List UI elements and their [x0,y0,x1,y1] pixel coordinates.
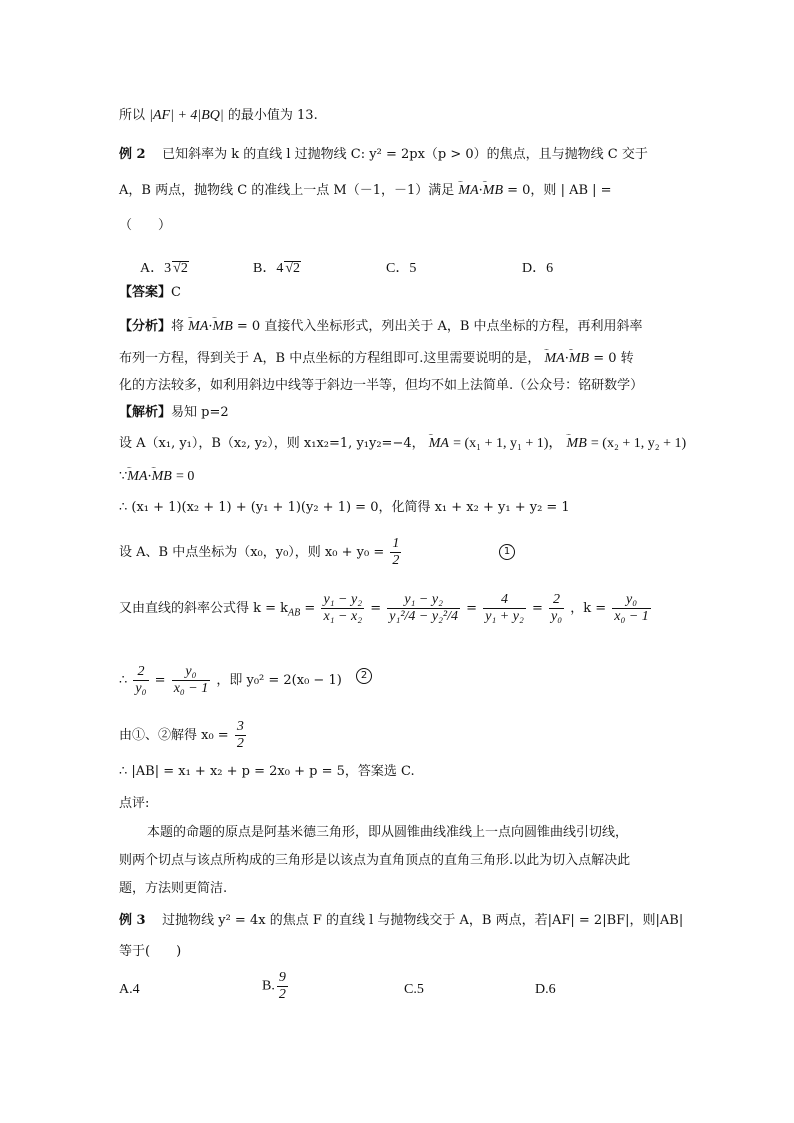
text: ，k = [570,601,607,616]
solution-line4 [119,536,403,569]
fraction [612,592,651,625]
vector-mb: ᵕᵕᵕ MB [483,182,503,200]
fraction [172,664,211,697]
comment-label: 点评: [119,796,150,811]
denominator: y₁²/4 − y₂²/4 [389,609,459,624]
ex3-option-a: A.4 [119,982,140,997]
analysis-line3: 化的方法较多，如利用斜边中线等于斜边一半等，但均不如上法简单.（公众号：铭研数学） [119,378,644,393]
denominator: x₁ − x₂ [323,609,363,624]
denominator: y₀ [135,681,147,696]
example3-line1 [119,912,683,930]
fraction [321,592,364,625]
vector-ma: ᵕᵕᵕ MA [544,350,564,368]
solution-line8: ∴ |AB| = x₁ + x₂ + p = 2x₀ + p = 5，答案选 C. [119,764,415,779]
fraction [483,592,526,625]
vector-ma: ᵕᵕᵕ MA [127,468,147,486]
numerator: 3 [236,719,244,734]
vector-ma: ᵕᵕᵕ MA [188,318,208,336]
numerator: y₀ [625,592,638,607]
denominator: 2 [278,987,286,1002]
circle-1: 1 [499,543,515,560]
problem-text: = 0，则 | AB | = [507,183,612,198]
text: 将 [171,319,185,334]
text: 又由直线的斜率公式得 k = k [119,601,289,616]
text: 设 A、B 中点坐标为（x₀，y₀），则 x₀ + y₀ = [119,545,385,560]
text: = 0 直接代入坐标形式，列出关于 A，B 中点坐标的方程，再利用斜率 [236,319,643,334]
example2-line3 [119,217,171,235]
numerator: 2 [553,592,561,607]
vector-mb: ᵕᵕᵕ MB [569,350,589,368]
sqrt-value: 2 [180,261,188,276]
answer-label: 【答案】 [119,285,172,300]
example-label: 例 2 [119,147,146,162]
example-label: 例 3 [119,913,146,928]
text: 设 A（x₁, y₁），B（x₂, y₂），则 x₁x₂=1, y₁y₂=−4， [119,436,425,451]
numerator: y₁ − y₂ [404,592,443,607]
fraction [387,592,460,625]
answer-value: C [171,285,181,300]
equals: = [304,601,316,616]
fraction [390,536,401,569]
vector-mb: ᵕᵕᵕ MB [567,435,587,453]
answer-blank: （ ） [119,218,172,233]
sqrt-value: 2 [293,261,301,276]
numerator: 9 [278,970,286,985]
denominator: y₁ + y₂ [485,609,524,624]
text: 易知 p=2 [171,405,229,420]
solution-line2: ∵ᵕᵕᵕ MA·ᵕᵕᵕ MB = 0 [119,468,194,486]
analysis-label: 【分析】 [119,319,172,334]
option-b [253,257,301,277]
option-a [140,257,189,277]
option-c: C．5 [386,261,417,276]
text: 由①、②解得 x₀ = [119,728,229,743]
solution-label: 【解析】 [119,405,172,420]
vector-mb: ᵕᵕᵕ MB [152,468,172,486]
expr: = (x₁ + 1, y₁ + 1)， [453,436,563,451]
line-min-value [119,107,318,125]
solution-line5: 又由直线的斜率公式得 $k = k_{AB}$ = $\frac{\text{y₁ − y₂}}{\text{x₁ − x₂}}$ = $\frac{\text{y₁ − y₂}}{\text{y₁²/4 − y₂²/4}}$ = $\frac{4}{\text{y₁ + y₂}}$ = $\frac{2}{\text{y₀}}$ ，k = $\frac{\text{y₀}}{\text{x₀ − 1}}$ [119,592,649,624]
solution-line0 [119,404,229,422]
numerator: 1 [392,536,400,551]
comment-line2: 则两个切点与该点所构成的三角形是以该点为直角顶点的直角三角形.以此为切入点解决此 [119,853,631,868]
solution-line6: ∴ $\frac{2}{\text{y₀}}$ = $\frac{\text{y₀}}{\text{x₀ − 1}}$ ，即 y₀² = 2(x₀ − 1) [119,664,342,696]
fraction [277,970,288,1003]
text: 的最小值为 13. [227,108,318,123]
text: ，即 y₀² = 2(x₀ − 1) [216,673,342,688]
example3-line2: 等于( ) [119,944,182,959]
denominator: 2 [236,736,244,751]
option-b-label: B. [262,978,275,994]
vector-mb: ᵕᵕᵕ MB [213,318,233,336]
subscript: AB [288,607,301,619]
fraction [235,719,246,752]
expr: |AF| + 4|BQ| [149,108,224,123]
option-a-label: A．3 [140,261,172,276]
sqrt-symbol: √2 [285,261,301,276]
text: 所以 [119,108,146,123]
problem-text: 过抛物线 y² = 4x 的焦点 F 的直线 l 与抛物线交于 A，B 两点，若|AF| = 2|BF|，则|AB| [162,913,684,928]
comment-line3: 题，方法则更简洁. [119,881,228,896]
denominator: 2 [392,553,400,568]
solution-line3: ∴ (x₁ + 1)(x₂ + 1) + (y₁ + 1)(y₂ + 1) = 0，化简得 x₁ + x₂ + y₁ + y₂ = 1 [119,500,570,515]
vector-ma: ᵕᵕᵕ MA [429,435,449,453]
sqrt-symbol: √2 [173,261,188,276]
vector-ma: ᵕᵕᵕ MA [458,182,478,200]
text: = 0 转 [593,351,634,366]
denominator: y₀ [550,609,563,624]
numerator: 4 [501,592,508,607]
example2-line2: A，B 两点，抛物线 C 的准线上一点 M（－1，－1）满足 ᵕᵕᵕ MA·ᵕᵕᵕ MB = 0，则 | AB | = [119,182,612,200]
example2-line1 [119,146,648,164]
because-symbol: ∵ [119,469,128,484]
fraction [133,664,148,697]
solution-line7 [119,719,248,752]
solution-line1 [119,435,686,453]
option-b-label: B．4 [253,261,284,276]
ex3-option-c: C.5 [404,982,424,997]
fraction [549,592,564,625]
therefore-symbol: ∴ [119,673,128,688]
circle-2: 2 [356,667,372,684]
problem-text: 已知斜率为 k 的直线 l 过抛物线 C: y² = 2px（p > 0）的焦点，且与抛物线 C 交于 [162,147,648,162]
denominator: x₀ − 1 [173,681,209,696]
ex3-option-b [262,970,290,1003]
ex3-option-d: D.6 [535,982,556,997]
denominator: x₀ − 1 [614,609,649,624]
analysis-line2: 布列一方程，得到关于 A，B 中点坐标的方程组即可.这里需要说明的是， ᵕᵕᵕ MA·ᵕᵕᵕ MB = 0 转 [119,350,634,368]
comment-line1: 本题的命题的原点是阿基米德三角形，即从圆锥曲线准线上一点向圆锥曲线引切线， [147,825,629,840]
numerator: y₀ [185,664,197,679]
text: 布列一方程，得到关于 A，B 中点坐标的方程组即可.这里需要说明的是， [119,351,541,366]
option-d: D．6 [522,261,554,276]
numerator: 2 [137,664,145,679]
problem-text: A，B 两点，抛物线 C 的准线上一点 M（－1，－1）满足 [119,183,455,198]
expr: = (x₂ + 1, y₂ + 1) [590,436,687,451]
analysis-line1: 【分析】将 ᵕᵕᵕ MA·ᵕᵕᵕ MB = 0 直接代入坐标形式，列出关于 A，B 中点坐标的方程，再利用斜率 [119,318,643,336]
answer-line [119,284,181,302]
expr: = 0 [176,469,195,484]
numerator: y₁ − y₂ [323,592,363,607]
